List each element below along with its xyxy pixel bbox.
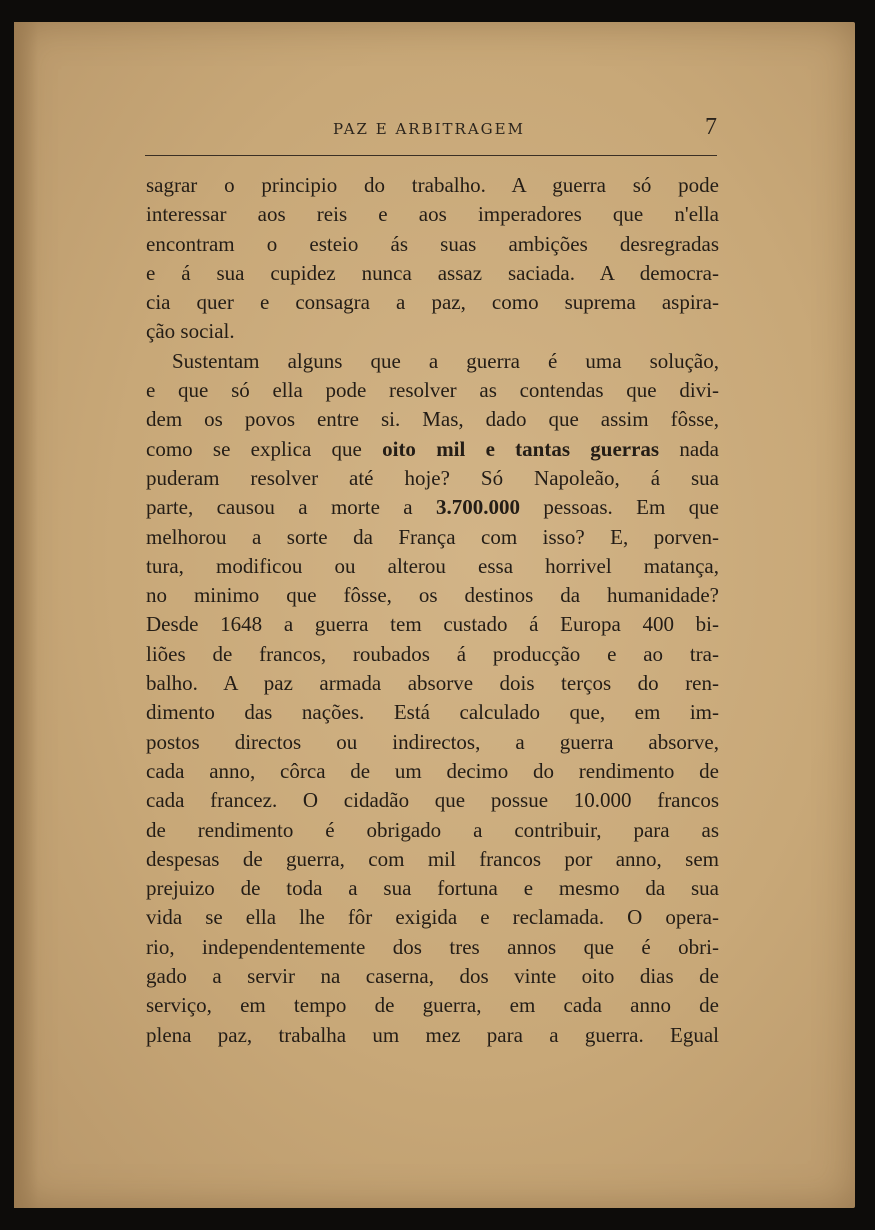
text-line: vida se ella lhe fôr exigida e reclamada. O opera- bbox=[146, 905, 719, 930]
text-line: sagrar o principio do trabalho. A guerra só pode bbox=[146, 173, 719, 197]
text-line: dem os povos entre si. Mas, dado que assim fôsse, bbox=[146, 407, 719, 432]
paragraph-start-line: Sustentam alguns que a guerra é uma solução, bbox=[172, 348, 719, 373]
text-line: liões de francos, roubados á producção e ao tra- bbox=[146, 641, 719, 666]
text-line: prejuizo de toda a sua fortuna e mesmo da sua bbox=[146, 876, 719, 901]
text-line: balho. A paz armada absorve dois terços do ren- bbox=[146, 671, 719, 696]
running-header bbox=[145, 116, 717, 146]
text-line: despesas de guerra, com mil francos por anno, sem bbox=[146, 846, 719, 871]
bold-number: 3.700.000 bbox=[435, 495, 520, 520]
text-line: cada francez. O cidadão que possue 10.000 francos bbox=[146, 788, 719, 813]
text-line: dimento das nações. Está calculado que, em im- bbox=[146, 700, 719, 725]
header-rule bbox=[145, 155, 717, 156]
text-line: tura, modificou ou alterou essa horrivel matança, bbox=[146, 553, 719, 578]
text-line: parte, causou a morte a 3.700.000 pessoas. Em que bbox=[146, 495, 719, 520]
text-line: rio, independentemente dos tres annos que é obri- bbox=[146, 934, 719, 959]
page-gutter-shadow bbox=[14, 22, 38, 1208]
paragraph-end-line: ção social. bbox=[146, 319, 235, 344]
text-line: de rendimento é obrigado a contribuir, para as bbox=[146, 817, 719, 842]
text-line: e á sua cupidez nunca assaz saciada. A democra- bbox=[146, 260, 719, 285]
page-number: 7 bbox=[705, 114, 717, 140]
text-line: melhorou a sorte da França com isso? E, porven- bbox=[146, 524, 719, 549]
bold-phrase: oito mil e tantas guerras bbox=[382, 436, 660, 461]
text-line: interessar aos reis e aos imperadores que n'ella bbox=[146, 202, 719, 227]
text-line: puderam resolver até hoje? Só Napoleão, á sua bbox=[146, 465, 719, 490]
running-title: PAZ E ARBITRAGEM bbox=[333, 120, 525, 138]
text-line: e que só ella pode resolver as contendas que divi- bbox=[146, 378, 719, 403]
text-line: cada anno, côrca de um decimo do rendimento de bbox=[146, 758, 719, 783]
text-line: Desde 1648 a guerra tem custado á Europa 400 bi- bbox=[146, 612, 719, 637]
text-line: plena paz, trabalha um mez para a guerra. Egual bbox=[146, 1022, 719, 1047]
text-line: gado a servir na caserna, dos vinte oito dias de bbox=[146, 964, 719, 989]
text-line: cia quer e consagra a paz, como suprema aspira- bbox=[146, 290, 719, 315]
text-line: como se explica que oito mil e tantas guerras nada bbox=[146, 436, 719, 461]
text-line: no minimo que fôsse, os destinos da humanidade? bbox=[146, 583, 719, 608]
text-line: encontram o esteio ás suas ambições desregradas bbox=[146, 231, 719, 256]
text-line: serviço, em tempo de guerra, em cada anno de bbox=[146, 993, 719, 1018]
text-line: postos directos ou indirectos, a guerra absorve, bbox=[146, 729, 719, 754]
body-text bbox=[146, 171, 719, 1050]
